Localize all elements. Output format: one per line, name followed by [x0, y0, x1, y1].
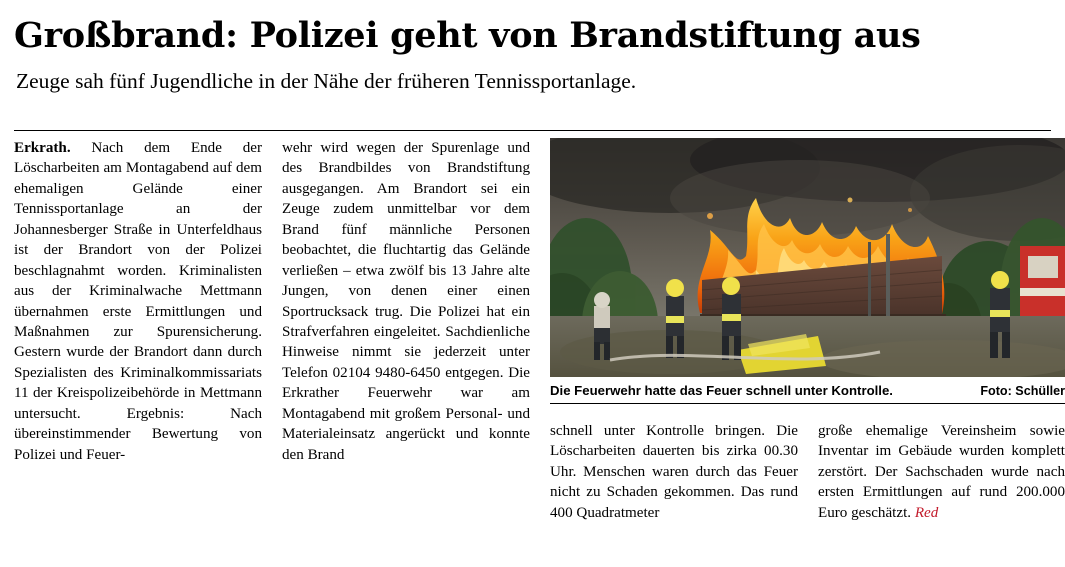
- article-photo-block: [550, 138, 1065, 404]
- fire-photo-image: [550, 138, 1065, 377]
- article-column-4: [818, 421, 1065, 523]
- newspaper-article-page: [0, 15, 1065, 567]
- caption-divider: [550, 403, 1065, 404]
- column-1-text: Nach dem Ende der Löscharbeiten am Montagabend auf dem ehemaligen Gelände einer Tennissportanlage an der Johannesberger Straße in Unterfeldhaus ist der Brandort von der Polizei beschlagnahmt worden. Kriminalisten aus der Kriminalwache Mettmann übernahmen erste Ermittlungen und Maßnahmen zur Spurensicherung. Gestern wurde der Brandort dann durch Spezialisten des Kriminalkommissariats 11 der Kreispolizeibehörde in Mettmann untersucht. Ergebnis: Nach übereinstimmender Bewertung von Polizei und Feuer-: [14, 140, 262, 463]
- dateline: Erkrath.: [14, 140, 71, 156]
- article-column-1: [14, 138, 262, 465]
- photo-caption: Die Feuerwehr hatte das Feuer schnell unter Kontrolle.: [550, 383, 893, 398]
- header-divider: [14, 130, 1051, 131]
- column-3-text: schnell unter Kontrolle bringen. Die Löscharbeiten dauerten bis zirka 00.30 Uhr. Menschen waren durch das Feuer nicht zu Schaden gekommen. Das rund 400 Quadratmeter: [550, 423, 798, 521]
- article-body: [14, 138, 1065, 567]
- fire-photo: [550, 138, 1065, 377]
- photo-credit: Foto: Schüller: [980, 384, 1065, 398]
- column-2-text: wehr wird wegen der Spurenlage und des Brandbildes von Brandstiftung ausgegangen. Am Brandort sei ein Zeuge zudem unmittelbar vor dem Brand fünf männliche Personen beobachtet, die fluchtartig das Gelände verließen – etwa zwölf bis 13 Jahre alte Jungen, von denen einer einen Sportrucksack trug. Die Polizei hat ein Strafverfahren eingeleitet. Sachdienliche Hinweise nimmt sie jederzeit unter Telefon 02104 9480-6450 entgegen. Die Erkrather Feuerwehr war am Montagabend mit großem Personal- und Materialeinsatz angerückt und konnte den Brand: [282, 140, 530, 463]
- column-4-text: große ehemalige Vereinsheim sowie Inventar im Gebäude wurden komplett zerstört. Der Sachschaden wurde nach ersten Ermittlungen auf rund 200.000 Euro geschätzt.: [818, 423, 1065, 521]
- article-column-2: [282, 138, 530, 465]
- page-title: Großbrand: Polizei geht von Brandstiftung aus: [14, 15, 921, 56]
- photo-caption-row: [550, 383, 1065, 398]
- article-column-3: [550, 421, 798, 523]
- subheadline: Zeuge sah fünf Jugendliche in der Nähe der früheren Tennissportanlage.: [16, 69, 637, 93]
- article-signature: Red: [914, 504, 939, 521]
